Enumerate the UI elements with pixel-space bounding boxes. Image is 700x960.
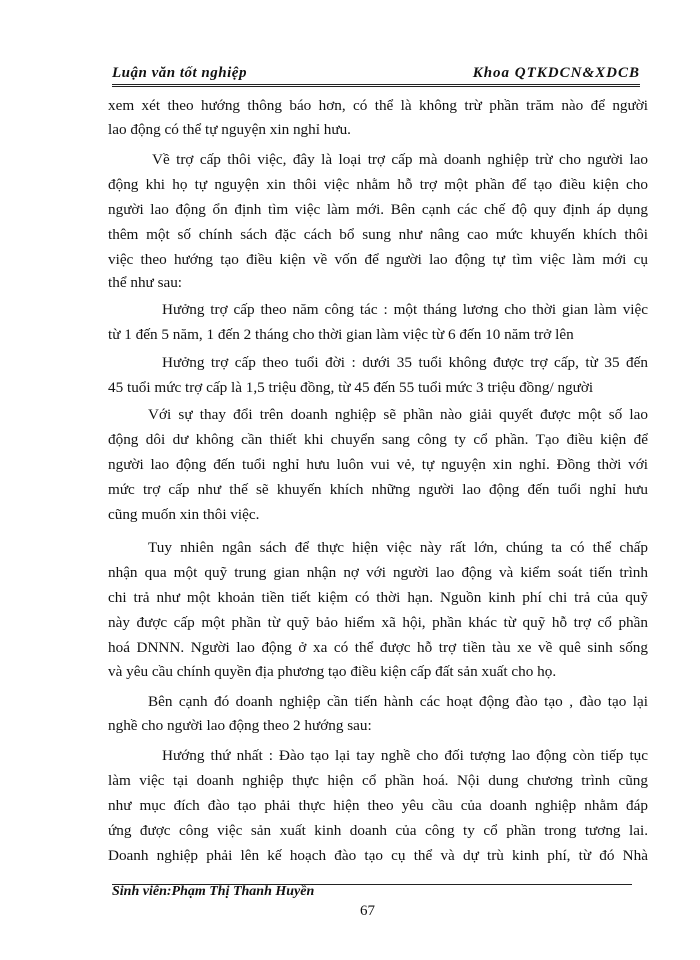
page-header [112,62,640,87]
text-line: nghề cho người lao động theo 2 hướng sau: [108,717,372,734]
text-line: mức trợ cấp như thế sẽ khuyến khích những người lao động đến tuổi nghỉ hưu [108,481,648,498]
page-number: 67 [360,903,375,919]
text-line: 45 tuổi mức trợ cấp là 1,5 triệu đồng, từ 45 đến 55 tuổi mức 3 triệu đồng/ người [108,379,594,396]
text-line: nhận qua một quỹ trung gian nhận nợ với người lao động và kiểm soát tiến trình [108,564,648,581]
text-line: Về trợ cấp thôi việc, đây là loại trợ cấp mà doanh nghiệp trừ cho người lao [152,151,648,168]
text-line: người lao động ổn định tìm việc làm mới. Bên cạnh các chế độ quy định áp dụng [108,201,648,218]
text-line: lao động có thể tự nguyện xin nghỉ hưu. [108,121,351,138]
text-line: việc theo hướng tạo điều kiện về vốn để người lao động tự tìm việc làm mới cụ [108,251,648,268]
text-line: cũng muốn xin thôi việc. [108,506,260,523]
text-line: ứng được công việc sản xuất kinh doanh của công ty cổ phần trong tương lai. [108,822,648,839]
text-line: này được cấp một phần từ quỹ bảo hiểm xã hội, phần khác từ quỹ hỗ trợ cổ phần [108,614,648,631]
text-line: động khi họ tự nguyện xin thôi việc nhằm hỗ trợ một phần để tạo điều kiện cho [108,176,648,193]
text-line: người lao động đến tuổi nghỉ hưu luôn vui vẻ, tự nguyện xin nghỉ. Đồng thời với [108,456,648,473]
text-line: Bên cạnh đó doanh nghiệp cần tiến hành các hoạt động đào tạo , đào tạo lại [148,693,648,710]
text-line: và yêu cầu chính quyền địa phương tạo điều kiện cấp đất sản xuất cho họ. [108,663,557,680]
text-line: hoá DNNN. Người lao động ở xa có thể được hỗ trợ tiền tàu xe về quê sinh sống [108,639,648,656]
text-line: Tuy nhiên ngân sách để thực hiện việc này rất lớn, chúng ta có thể chấp [148,539,648,556]
text-line: thể như sau: [108,274,183,291]
text-line: chi trả như một khoản tiền tiết kiệm có thời hạn. Nguồn kinh phí chi trả của quỹ [108,589,648,606]
text-line: Hưởng trợ cấp theo tuổi đời : dưới 35 tuổi không được trợ cấp, từ 35 đến [162,354,648,371]
footer-author: Sinh viên:Phạm Thị Thanh Huyền [112,884,315,899]
header-faculty: Khoa QTKDCN&XDCB [472,65,640,81]
text-line: Doanh nghiệp phải lên kế hoạch đào tạo cụ thể và dự trù kinh phí, từ đó Nhà [108,847,648,864]
text-line: từ 1 đến 5 năm, 1 đến 2 tháng cho thời gian làm việc từ 6 đến 10 năm trở lên [108,326,574,343]
text-line: Hưởng trợ cấp theo năm công tác : một tháng lương cho thời gian làm việc [162,301,648,318]
text-line: làm việc tại doanh nghiệp thực hiện cổ phần hoá. Nội dung chương trình cũng [108,772,648,789]
text-line: thêm một số chính sách đặc cách bổ sung như nâng cao mức khuyến khích thôi [108,226,648,243]
text-line: như mục đích đào tạo phải thực hiện theo yêu cầu của doanh nghiệp nhằm đáp [108,797,648,814]
text-line: xem xét theo hướng thông báo hơn, có thể là không trừ phần trăm nào để người [108,97,648,114]
text-line: động dôi dư không cần thiết khi chuyển sang công ty cổ phần. Tạo điều kiện để [108,431,648,448]
header-thesis-title: Luận văn tốt nghiệp [112,65,247,81]
text-line: Với sự thay đổi trên doanh nghiệp sẽ phần nào giải quyết được một số lao [148,406,648,423]
text-line: Hướng thứ nhất : Đào tạo lại tay nghề cho đối tượng lao động còn tiếp tục [162,747,648,764]
